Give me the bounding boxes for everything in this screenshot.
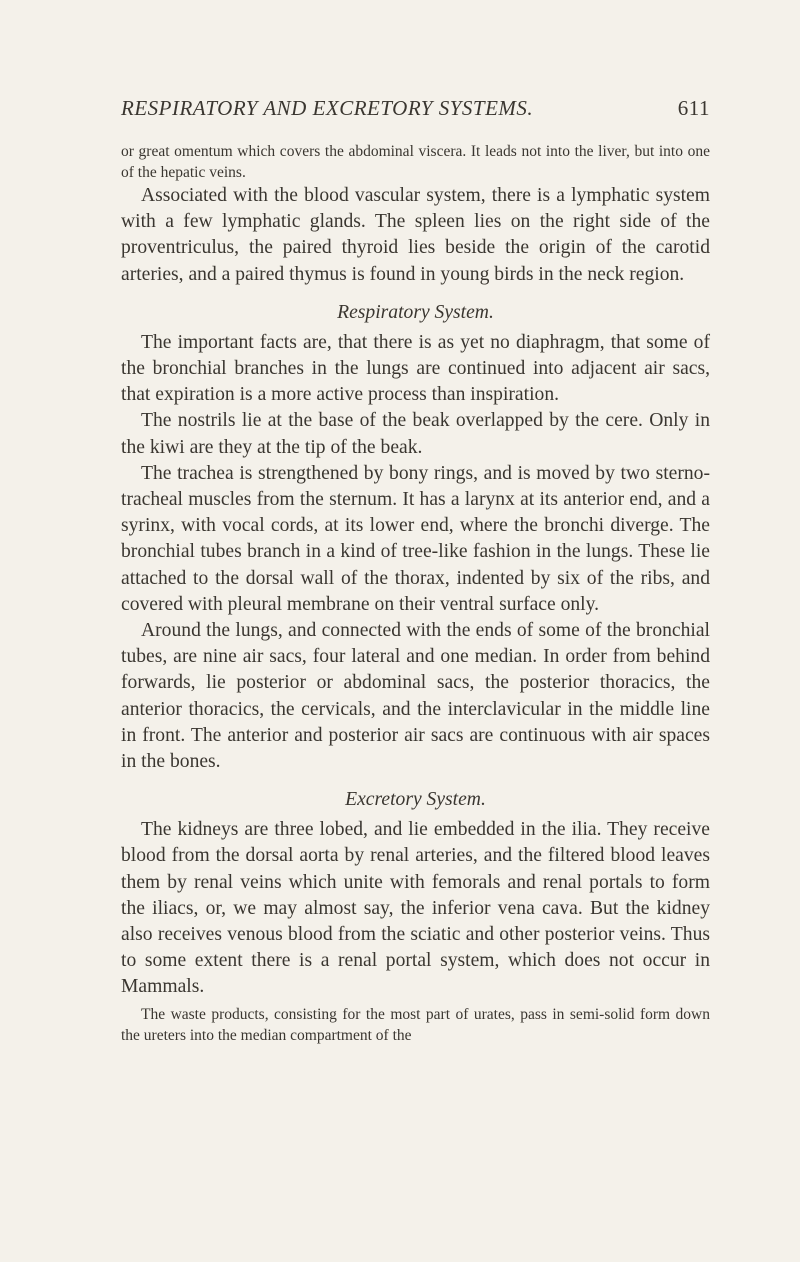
respiratory-paragraph-2: The nostrils lie at the base of the beak overlapped by the cere. Only in the kiwi are they at the tip of the beak. <box>121 410 710 458</box>
excretory-heading: Excretory System. <box>345 789 486 811</box>
book-page <box>121 96 710 1046</box>
respiratory-paragraph-3: The trachea is strengthened by bony rings, and is moved by two sterno-tracheal muscles from the sternum. It has a larynx at its anterior end, and a syrinx, with vocal cords, at its lower end, where the bronchi diverge. The bronchial tubes branch in a kind of tree-like fashion in the lungs. These lie attached to the dorsal wall of the thorax, indented by six of the ribs, and covered with pleural membrane on their ventral surface only. <box>121 462 710 615</box>
respiratory-heading: Respiratory System. <box>337 301 494 323</box>
excretory-paragraph-1: The kidneys are three lobed, and lie embedded in the ilia. They receive blood from the dorsal aorta by renal arteries, and the filtered blood leaves them by renal veins which unite with femorals and renal portals to form the iliacs, or, we may almost say, the inferior vena cava. But the kidney also receives venous blood from the sciatic and other posterior veins. Thus to some extent there is a renal portal system, which does not occur in Mammals. <box>121 819 710 998</box>
lymphatic-paragraph: Associated with the blood vascular system, there is a lymphatic system with a few lymphatic glands. The spleen lies on the right side of the proventriculus, the paired thyroid lies beside the origin of the carotid arteries, and a paired thymus is found in young birds in the neck region. <box>121 185 710 285</box>
intro-paragraph: or great omentum which covers the abdominal viscera. It leads not into the liver, but into one of the hepatic veins. <box>121 143 710 181</box>
running-title: RESPIRATORY AND EXCRETORY SYSTEMS. <box>121 96 534 120</box>
page-header <box>121 96 710 121</box>
respiratory-paragraph-1: The important facts are, that there is as yet no diaphragm, that some of the bronchial branches in the lungs are continued into adjacent air sacs, that expiration is a more active process than inspiration. <box>121 331 710 406</box>
page-number: 611 <box>677 96 710 120</box>
excretory-paragraph-2: The waste products, consisting for the most part of urates, pass in semi-solid form down the ureters into the median compartment of the <box>121 1005 710 1044</box>
respiratory-paragraph-4: Around the lungs, and connected with the ends of some of the bronchial tubes, are nine air sacs, four lateral and one median. In order from behind forwards, lie posterior or abdominal sacs, the posterior thoracics, the anterior thoracics, the cervicals, and the interclavicular in the middle line in front. The anterior and posterior air sacs are continuous with air spaces in the bones. <box>121 620 710 773</box>
